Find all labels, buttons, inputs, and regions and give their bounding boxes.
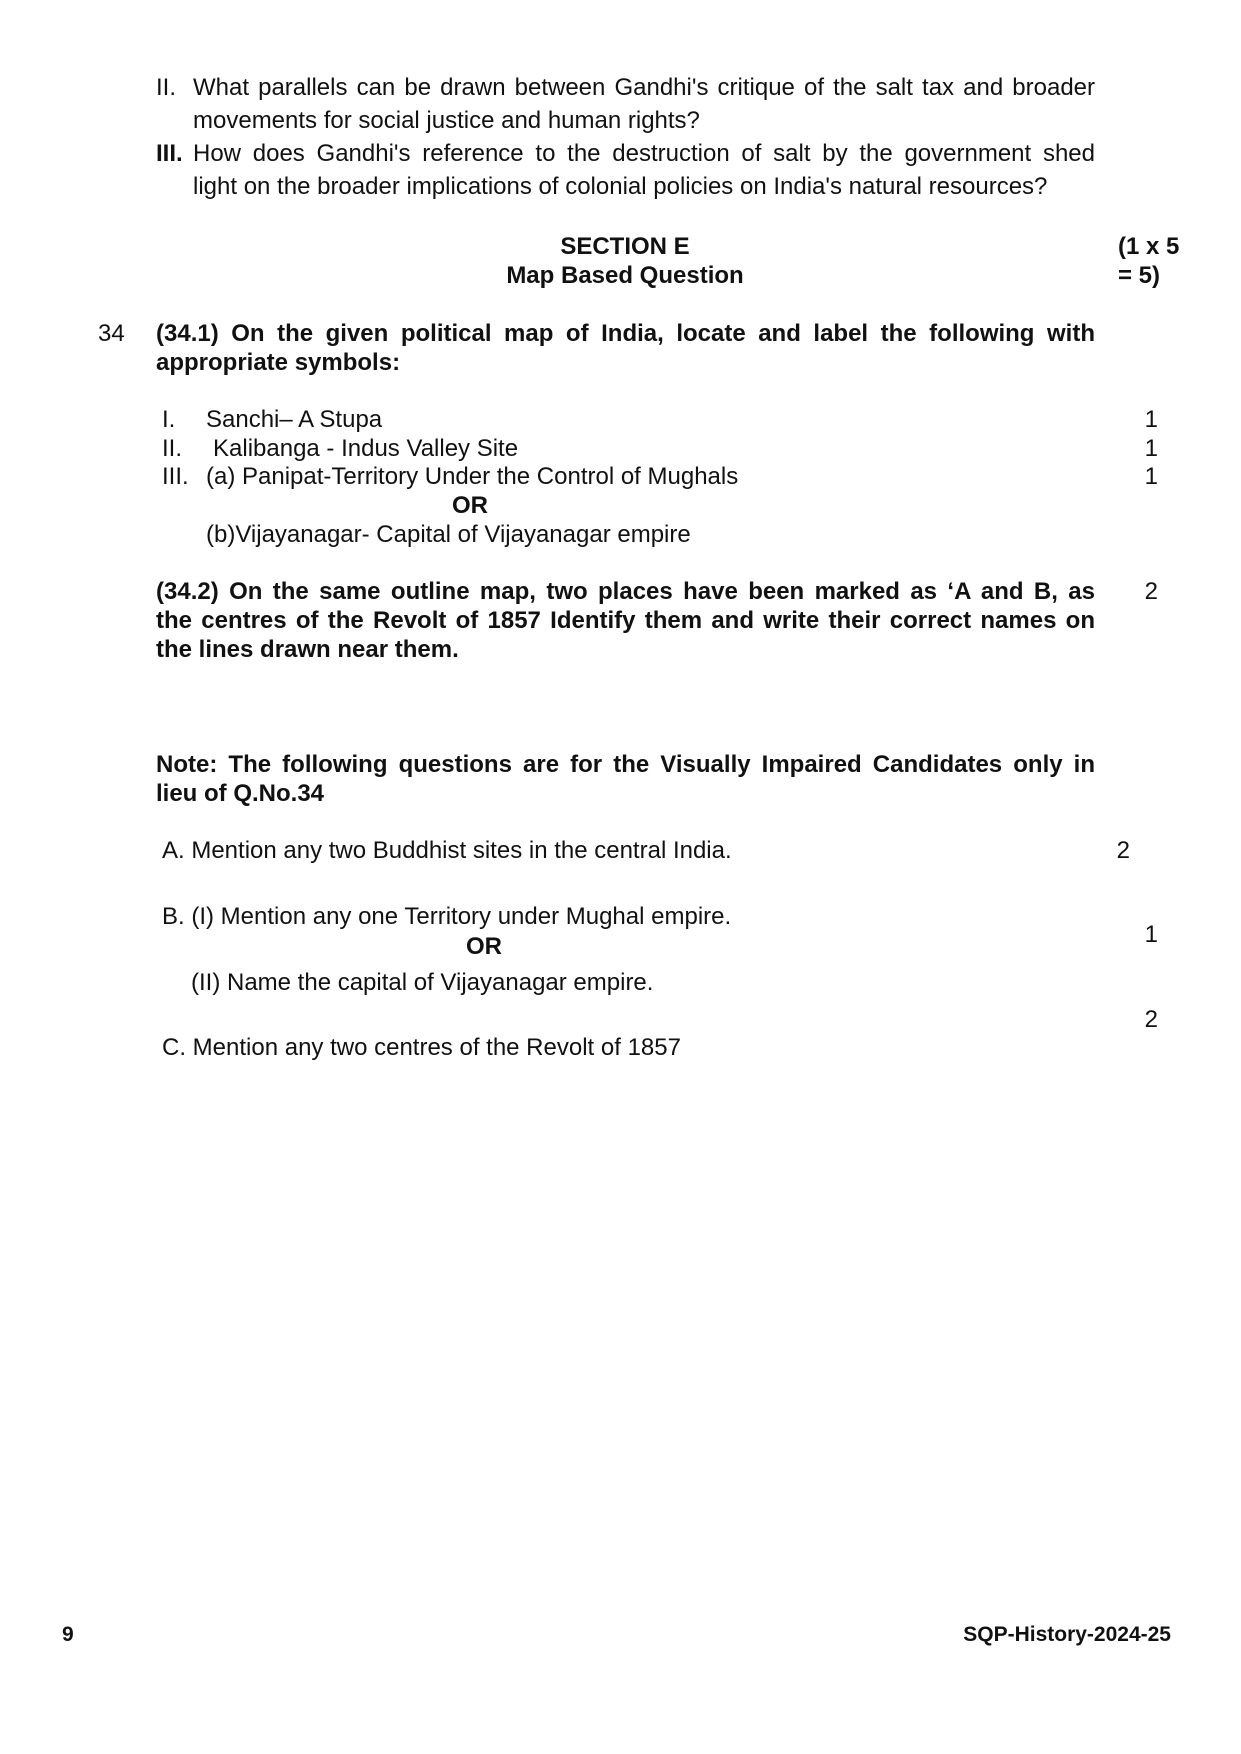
- list-item: C. Mention any two centres of the Revolt of 1857: [162, 1034, 681, 1061]
- document-code: SQP-History-2024-25: [963, 1623, 1171, 1646]
- question-text: (34.2) On the same outline map, two places have been marked as ‘A and B, as: [156, 578, 1095, 605]
- question-text: the lines drawn near them.: [156, 636, 459, 663]
- list-item: (II) Name the capital of Vijayanagar empire.: [191, 969, 654, 996]
- marks: 2: [1116, 837, 1130, 864]
- marks: 1: [1144, 921, 1158, 948]
- section-marks: = 5): [1118, 262, 1161, 289]
- section-marks: (1 x 5: [1118, 233, 1180, 260]
- marks: 2: [1144, 1006, 1158, 1033]
- note-text: Note: The following questions are for the Visually Impaired Candidates only in: [156, 751, 1095, 778]
- section-title: SECTION E: [560, 233, 690, 260]
- list-item-number: III.: [162, 463, 189, 490]
- question-number: 34: [98, 320, 125, 347]
- note-text: lieu of Q.No.34: [156, 780, 325, 807]
- question-text: the centres of the Revolt of 1857 Identify them and write their correct names on: [156, 607, 1095, 634]
- list-item: (a) Panipat-Territory Under the Control of Mughals: [206, 463, 739, 490]
- question-text: movements for social justice and human rights?: [193, 107, 700, 134]
- question-text: How does Gandhi's reference to the destruction of salt by the government shed: [193, 140, 1095, 167]
- page-number: 9: [62, 1623, 74, 1646]
- list-item: A. Mention any two Buddhist sites in the central India.: [162, 837, 732, 864]
- question-number: II.: [156, 74, 177, 101]
- or-separator: OR: [452, 492, 488, 519]
- list-item-number: II.: [162, 435, 183, 462]
- question-text: What parallels can be drawn between Gandhi's critique of the salt tax and broader: [193, 74, 1095, 101]
- marks: 1: [1144, 406, 1158, 433]
- question-text: appropriate symbols:: [156, 349, 401, 376]
- list-item: (b)Vijayanagar- Capital of Vijayanagar empire: [206, 521, 691, 548]
- question-text: (34.1) On the given political map of India, locate and label the following with: [156, 320, 1095, 347]
- list-item: Sanchi– A Stupa: [206, 406, 383, 433]
- question-number: III.: [156, 140, 183, 167]
- section-subtitle: Map Based Question: [506, 262, 744, 289]
- question-text: light on the broader implications of colonial policies on India's natural resources?: [193, 173, 1048, 200]
- or-separator: OR: [466, 933, 502, 960]
- marks: 1: [1144, 463, 1158, 490]
- list-item: B. (I) Mention any one Territory under Mughal empire.: [162, 903, 732, 930]
- list-item: Kalibanga - Indus Valley Site: [213, 435, 519, 462]
- marks: 1: [1144, 435, 1158, 462]
- marks: 2: [1144, 578, 1158, 605]
- list-item-number: I.: [162, 406, 176, 433]
